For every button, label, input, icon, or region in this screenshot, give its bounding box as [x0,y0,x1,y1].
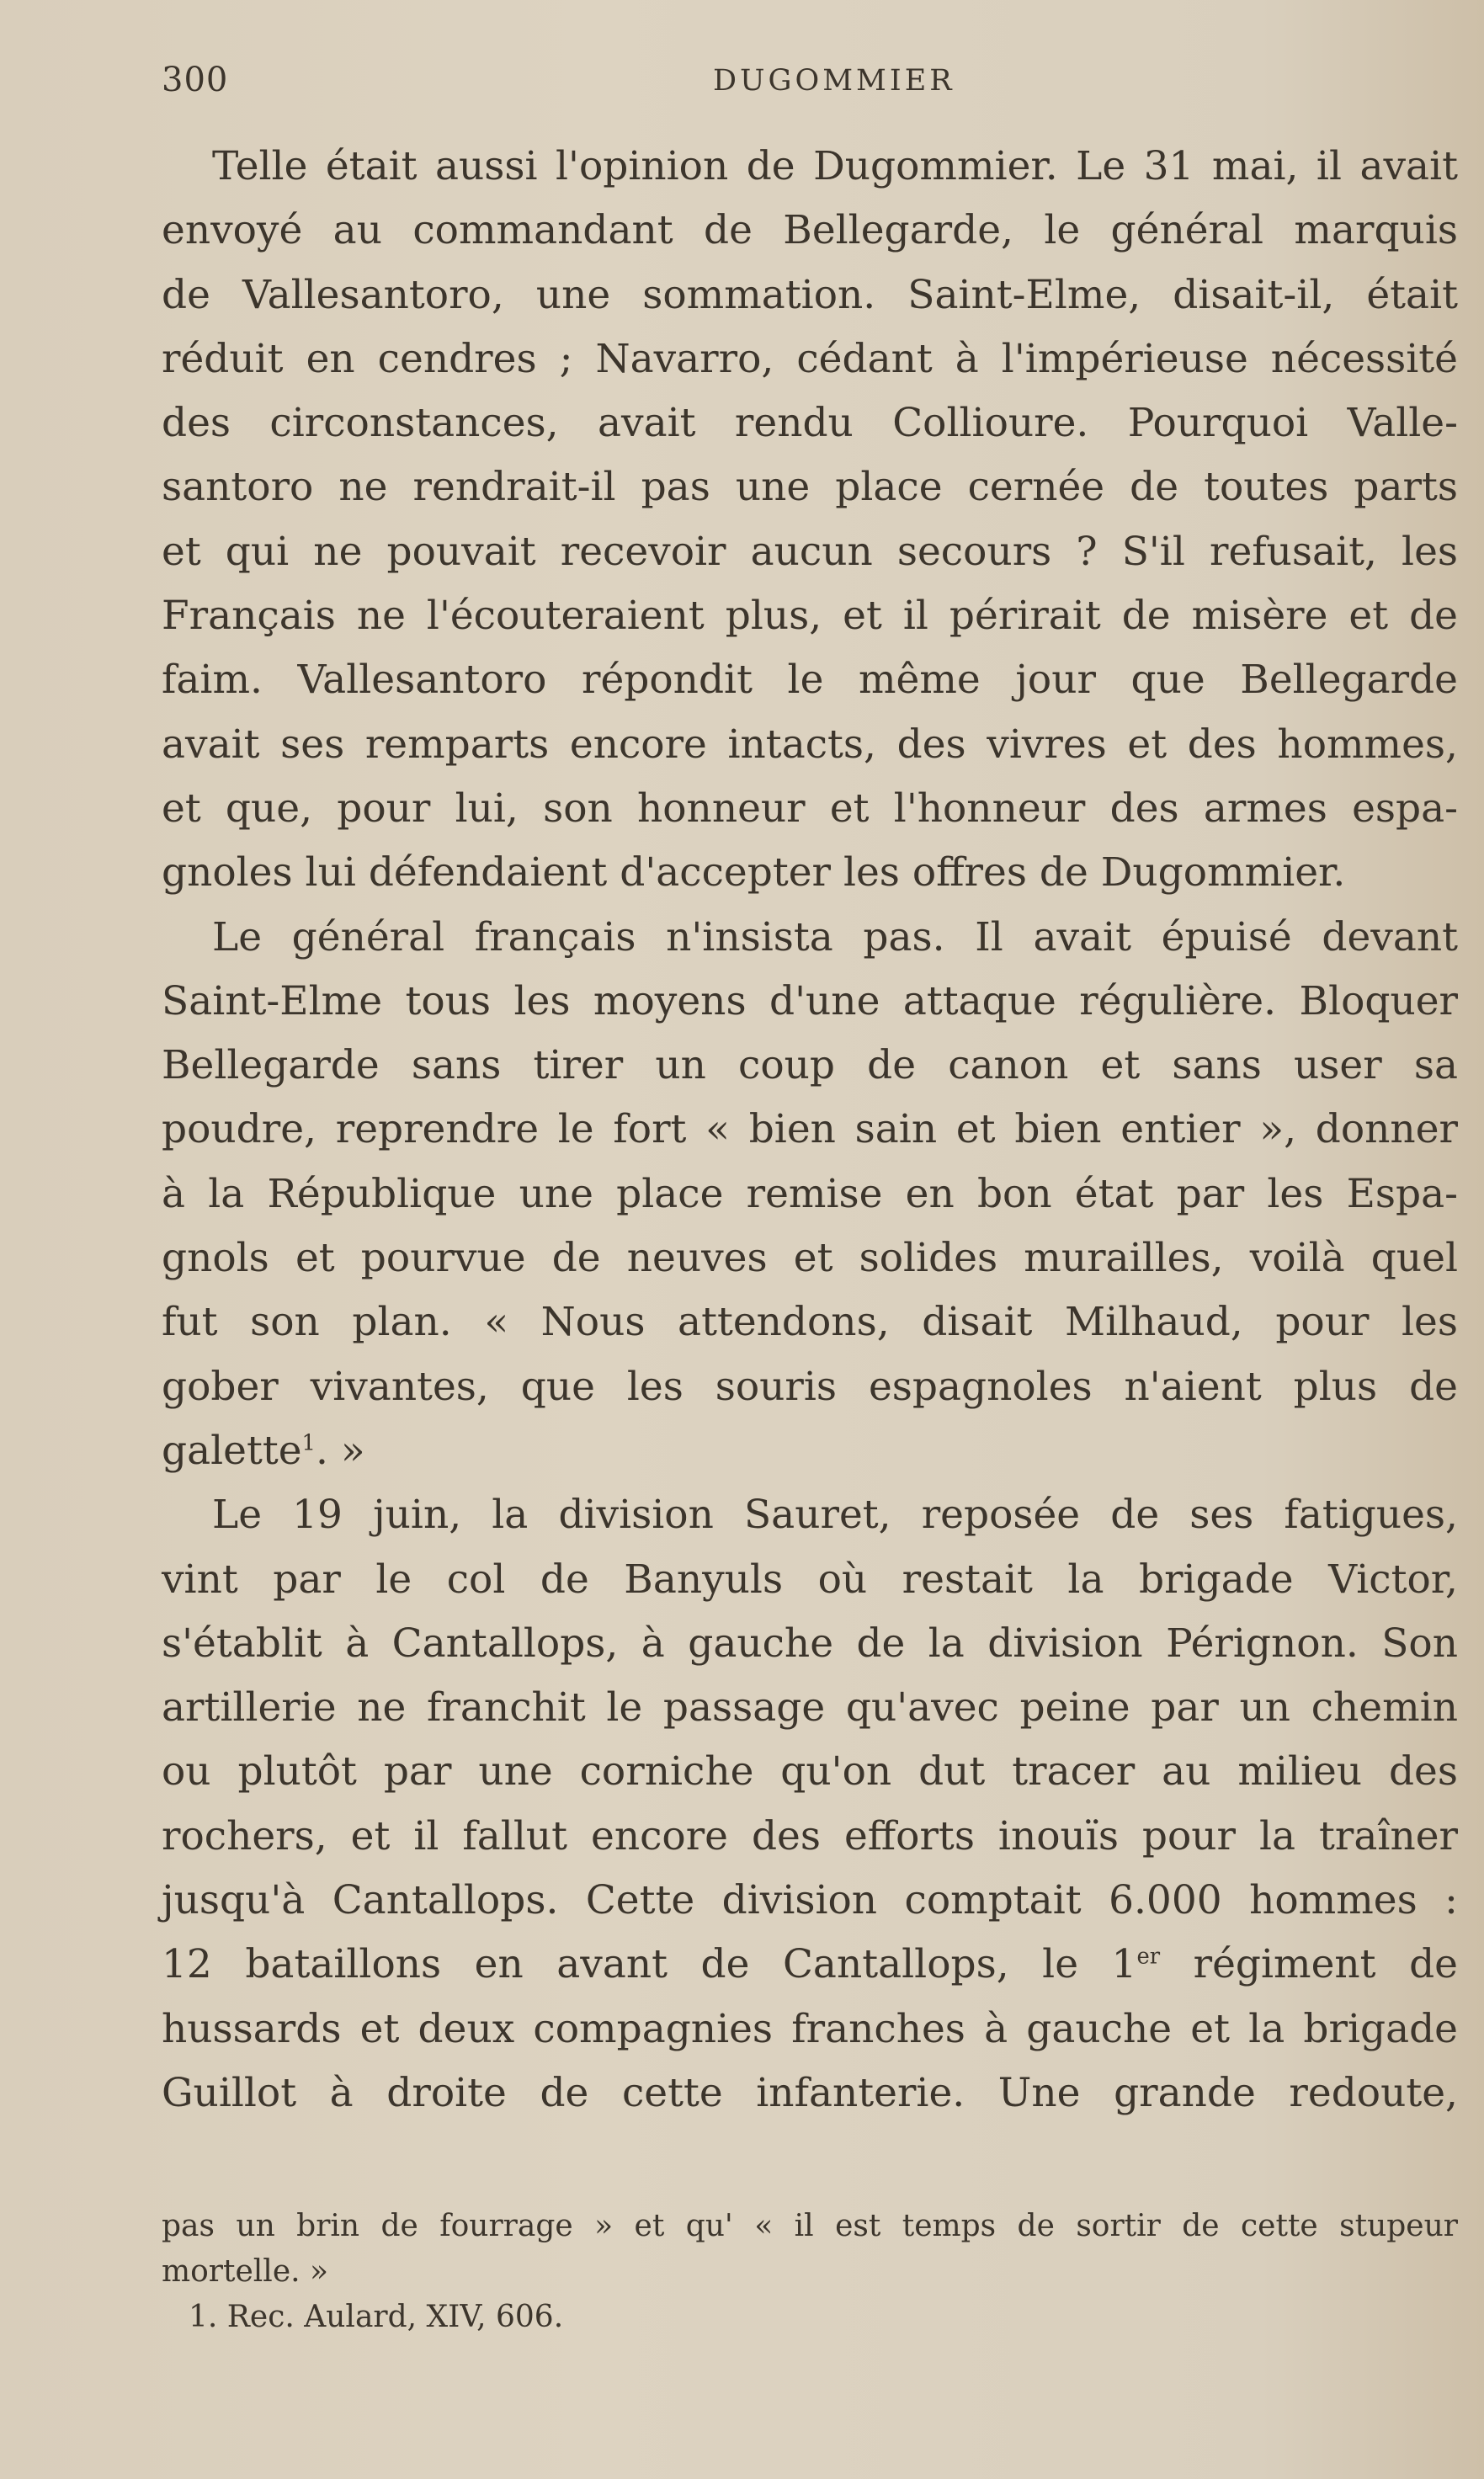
footnote-continuation: mortelle. » [162,2254,329,2289]
text-line: fut son plan. « Nous attendons, disait Milhaud, pour les [162,1299,1458,1346]
footnote-continuation: pas un brin de fourrage » et qu' « il est temps de sortir de cette stupeur [162,2209,1458,2243]
text-line: poudre, reprendre le fort « bien sain et bien entier », donner [162,1106,1458,1153]
text-fragment: galette [162,1427,302,1474]
text-line: Telle était aussi l'opinion de Dugommier. Le 31 mai, il avait [212,143,1458,189]
text-line: Le 19 juin, la division Sauret, reposée de ses fatigues, [212,1492,1458,1539]
text-line: de Vallesantoro, une sommation. Saint-Elme, disait-il, était [162,271,1458,318]
text-line: Saint-Elme tous les moyens d'une attaque régulière. Bloquer [162,977,1458,1024]
text-line: santoro ne rendrait-il pas une place cernée de toutes parts [162,464,1458,511]
text-line: jusqu'à Cantallops. Cette division comptait 6.000 hommes : [162,1877,1458,1924]
text-line: faim. Vallesantoro répondit le même jour que Bellegarde [162,657,1458,704]
text-line: ou plutôt par une corniche qu'on dut tracer au milieu des [162,1748,1458,1795]
text-line: hussards et deux compagnies franches à gauche et la brigade [162,2005,1458,2052]
footnote-1: 1. Rec. Aulard, XIV, 606. [189,2300,564,2334]
footnote-reference: 1 [301,1430,316,1456]
text-line: et qui ne pouvait recevoir aucun secours ? S'il refusait, les [162,528,1458,575]
text-line [162,1419,1458,1483]
running-title: DUGOMMIER [713,64,955,98]
text-line [162,1933,1458,1997]
text-fragment: 12 bataillons en avant de Cantallops, le 1 [162,1941,1137,1988]
text-line: avait ses remparts encore intacts, des vivres et des hommes, [162,721,1458,768]
text-line: réduit en cendres ; Navarro, cédant à l'impérieuse nécessité [162,335,1458,382]
body-text [162,135,1458,2125]
text-line: gnols et pourvue de neuves et solides murailles, voilà quel [162,1235,1458,1282]
text-line: à la République une place remise en bon état par les Espa- [162,1170,1458,1217]
text-line: et que, pour lui, son honneur et l'honneur des armes espa- [162,785,1458,832]
text-line: envoyé au commandant de Bellegarde, le général marquis [162,207,1458,254]
text-line: Guillot à droite de cette infanterie. Une grande redoute, [162,2069,1458,2116]
text-line: des circonstances, avait rendu Collioure. Pourquoi Valle- [162,400,1458,447]
page-number: 300 [162,61,229,99]
page-header [162,61,1458,103]
text-line: artillerie ne franchit le passage qu'avec peine par un chemin [162,1684,1458,1732]
text-line: gnoles lui défendaient d'accepter les offres de Dugommier. [162,849,1346,896]
ordinal-superscript: er [1136,1944,1161,1970]
text-fragment: régiment de [1160,1941,1458,1988]
text-line: gober vivantes, que les souris espagnoles n'aient plus de [162,1363,1458,1410]
text-line: rochers, et il fallut encore des efforts inouïs pour la traîner [162,1812,1458,1859]
text-line: Le général français n'insista pas. Il avait épuisé devant [212,913,1458,960]
text-fragment: . » [316,1427,365,1474]
text-line: vint par le col de Banyuls où restait la brigade Victor, [162,1556,1458,1603]
text-line: s'établit à Cantallops, à gauche de la division Pérignon. Son [162,1620,1458,1667]
footnotes [162,2204,1458,2340]
text-line: Bellegarde sans tirer un coup de canon et sans user sa [162,1042,1458,1089]
text-line: Français ne l'écouteraient plus, et il périrait de misère et de [162,593,1458,640]
